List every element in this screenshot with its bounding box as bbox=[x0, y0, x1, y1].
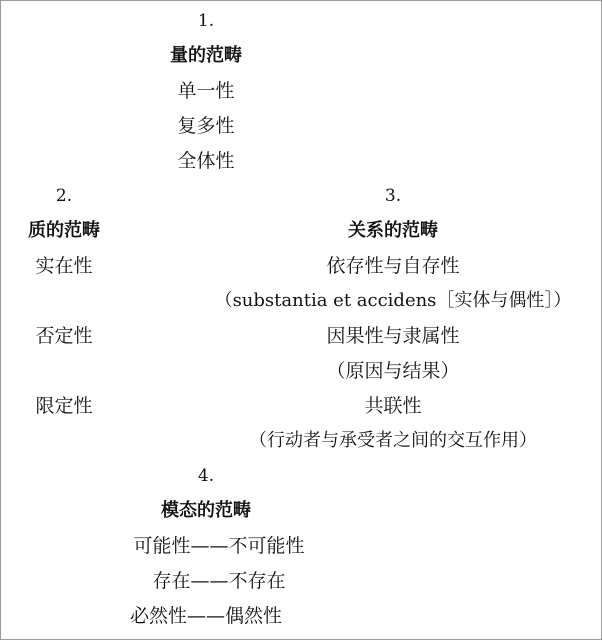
modality-item-2: 存在——不存在 bbox=[152, 570, 286, 592]
quality-item-1: 实在性 bbox=[35, 255, 93, 277]
quantity-number: 1. bbox=[197, 11, 215, 31]
quantity-item-2: 复多性 bbox=[177, 115, 235, 137]
quality-item-2: 否定性 bbox=[35, 325, 93, 347]
relation-number: 3. bbox=[384, 186, 402, 206]
quality-item-3: 限定性 bbox=[35, 395, 93, 417]
quantity-item-1: 单一性 bbox=[177, 80, 235, 102]
quantity-heading: 量的范畴 bbox=[170, 45, 242, 66]
quantity-item-3: 全体性 bbox=[177, 150, 235, 172]
modality-item-3: 必然性——偶然性 bbox=[129, 605, 283, 627]
relation-heading: 关系的范畴 bbox=[348, 220, 438, 241]
relation-item-2: 因果性与隶属性 bbox=[326, 325, 460, 347]
modality-number: 4. bbox=[197, 466, 215, 486]
relation-item-3-note: （行动者与承受者之间的交互作用） bbox=[249, 430, 537, 451]
quality-number: 2. bbox=[55, 186, 73, 206]
relation-item-1: 依存性与自存性 bbox=[326, 255, 460, 277]
quality-heading: 质的范畴 bbox=[28, 220, 100, 241]
modality-heading: 模态的范畴 bbox=[161, 500, 251, 521]
relation-item-3: 共联性 bbox=[364, 395, 422, 417]
relation-item-1-note: （substantia et accidens［实体与偶性］） bbox=[214, 290, 572, 311]
modality-item-1: 可能性——不可能性 bbox=[133, 535, 305, 557]
relation-item-2-note: （原因与结果） bbox=[326, 360, 460, 382]
